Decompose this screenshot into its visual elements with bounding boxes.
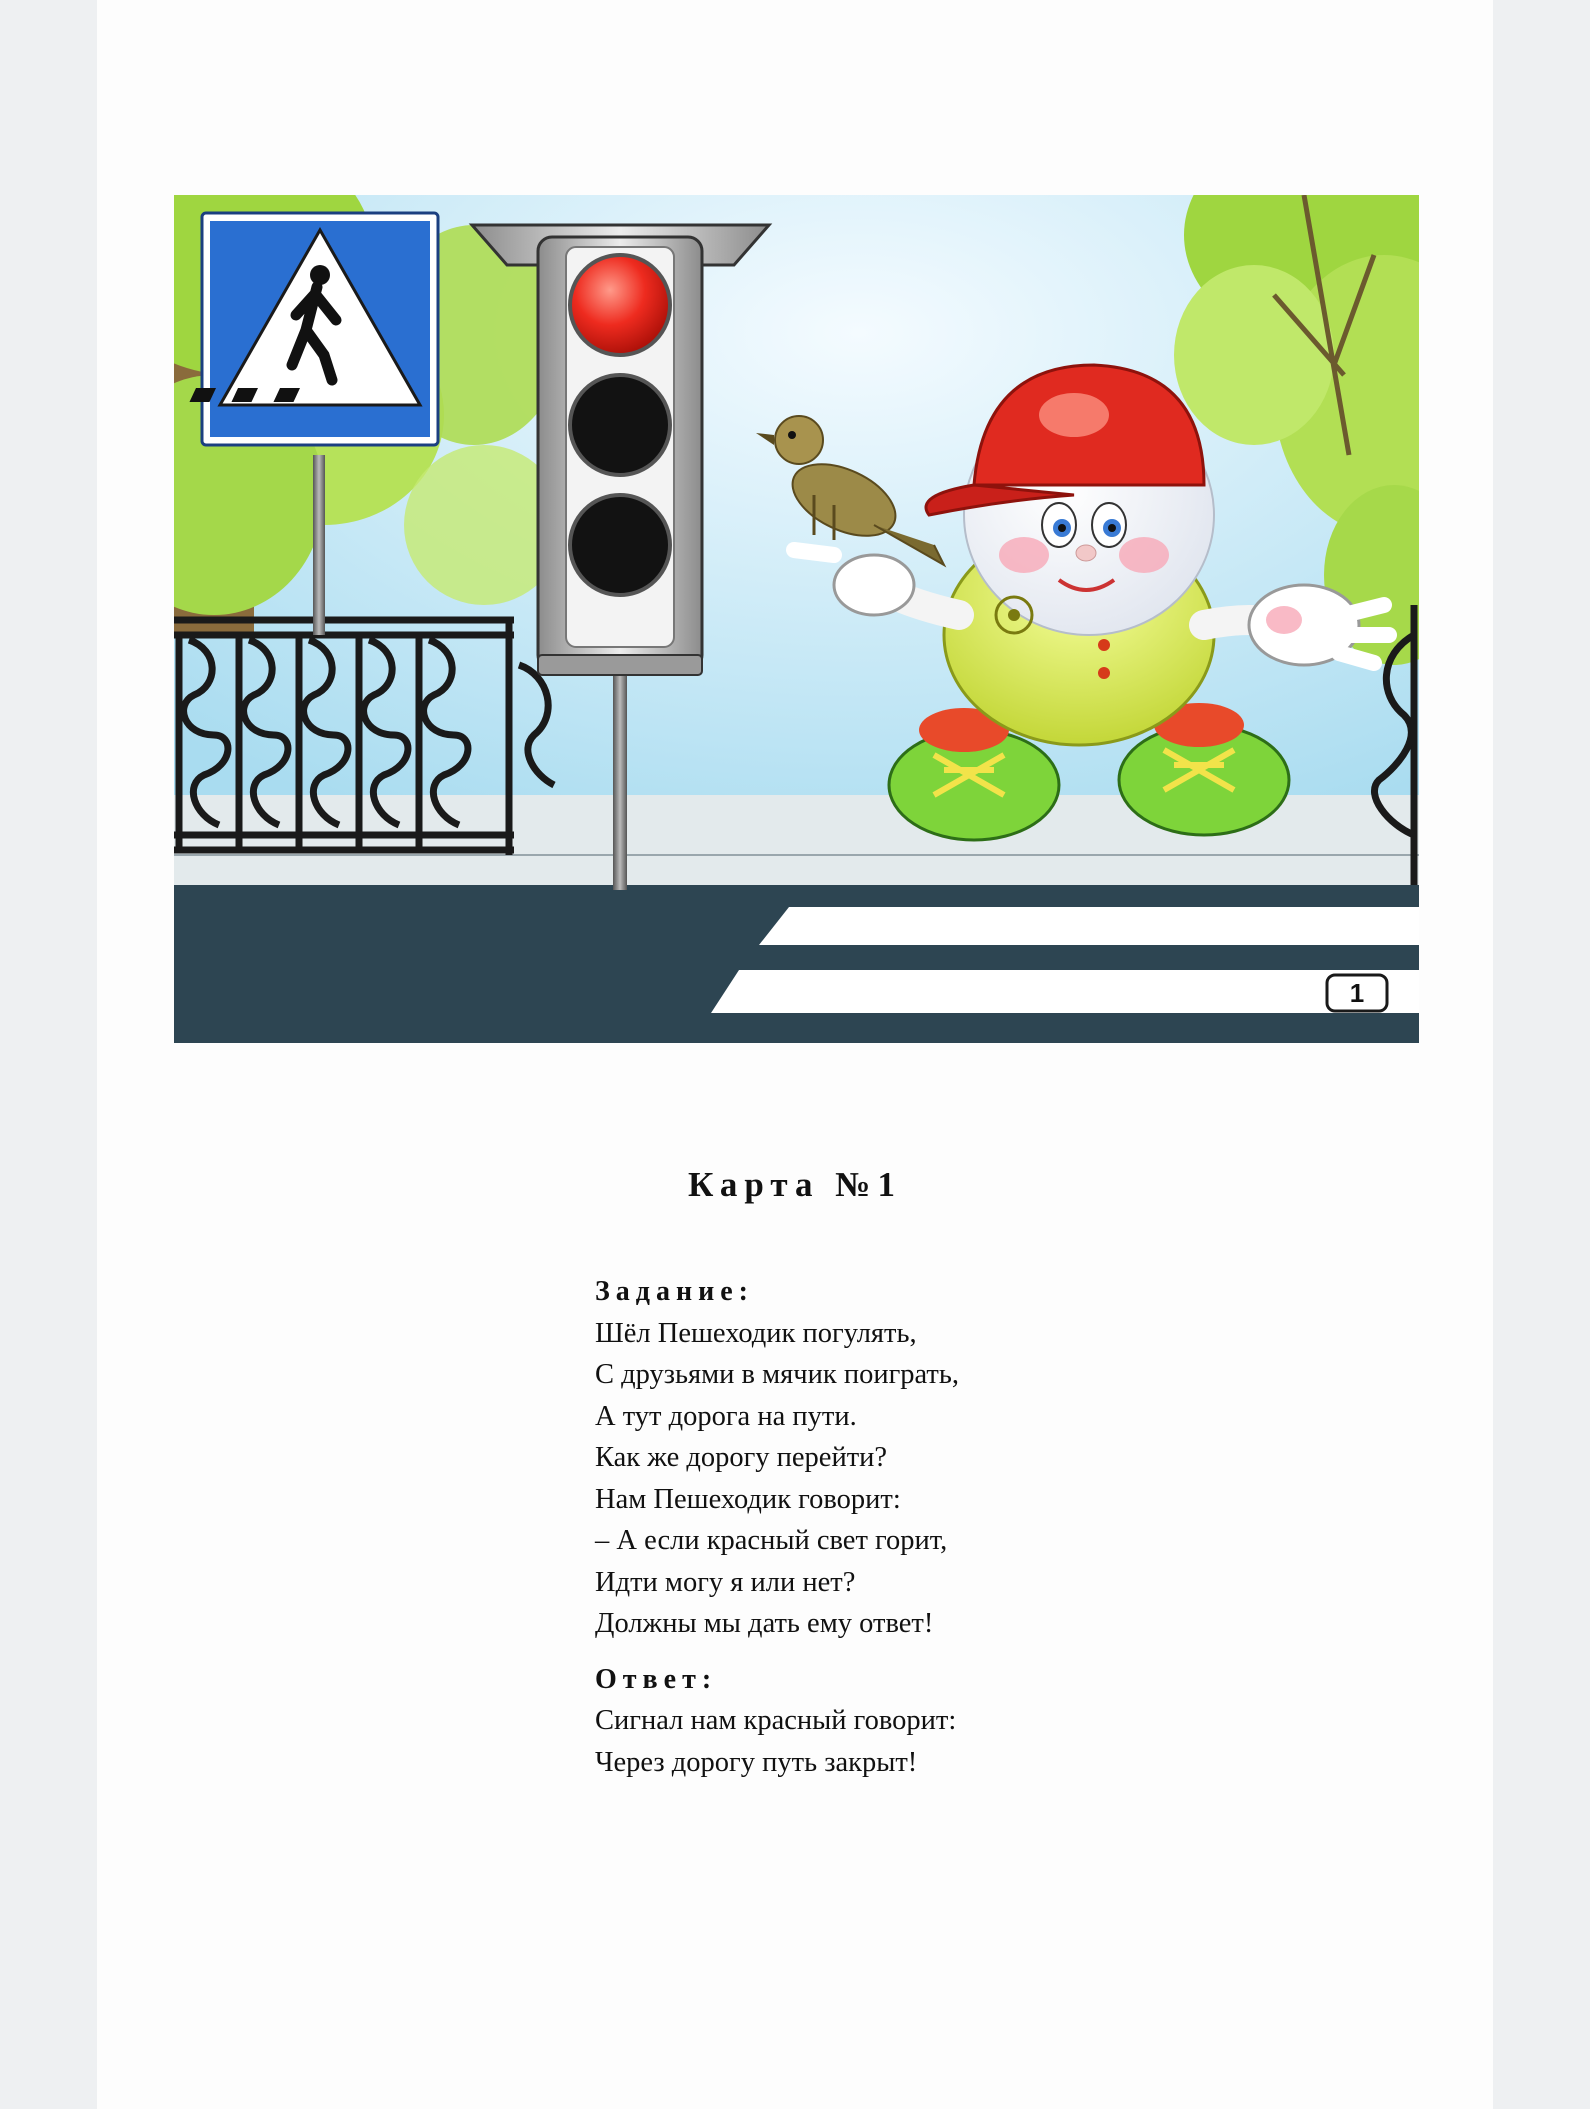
- task-line: Идти могу я или нет?: [595, 1566, 856, 1598]
- task-line: – А если красный свет горит,: [595, 1525, 948, 1556]
- task-line: Как же дорогу перейти?: [595, 1442, 888, 1473]
- task-line: А тут дорога на пути.: [595, 1400, 857, 1432]
- document-page: [97, 0, 1493, 2109]
- illustration: [174, 195, 1419, 1043]
- task-label: Задание:: [595, 1276, 754, 1307]
- answer-label: Ответ:: [595, 1663, 718, 1695]
- card-title: Карта №1: [688, 1165, 902, 1204]
- task-line: Шёл Пешеходик погулять,: [595, 1317, 917, 1349]
- task-line: С друзьями в мячик поиграть,: [595, 1359, 960, 1390]
- page-number-label: 1: [1349, 978, 1365, 1008]
- red-light: [570, 255, 670, 355]
- yellow-light: [570, 375, 670, 475]
- answer-line: Через дорогу путь закрыт!: [595, 1746, 918, 1778]
- answer-line: Сигнал нам красный говорит:: [595, 1705, 957, 1736]
- task-line: Должны мы дать ему ответ!: [595, 1608, 934, 1639]
- task-line: Нам Пешеходик говорит:: [595, 1483, 901, 1515]
- green-light: [570, 495, 670, 595]
- text-block: [595, 1271, 1295, 1783]
